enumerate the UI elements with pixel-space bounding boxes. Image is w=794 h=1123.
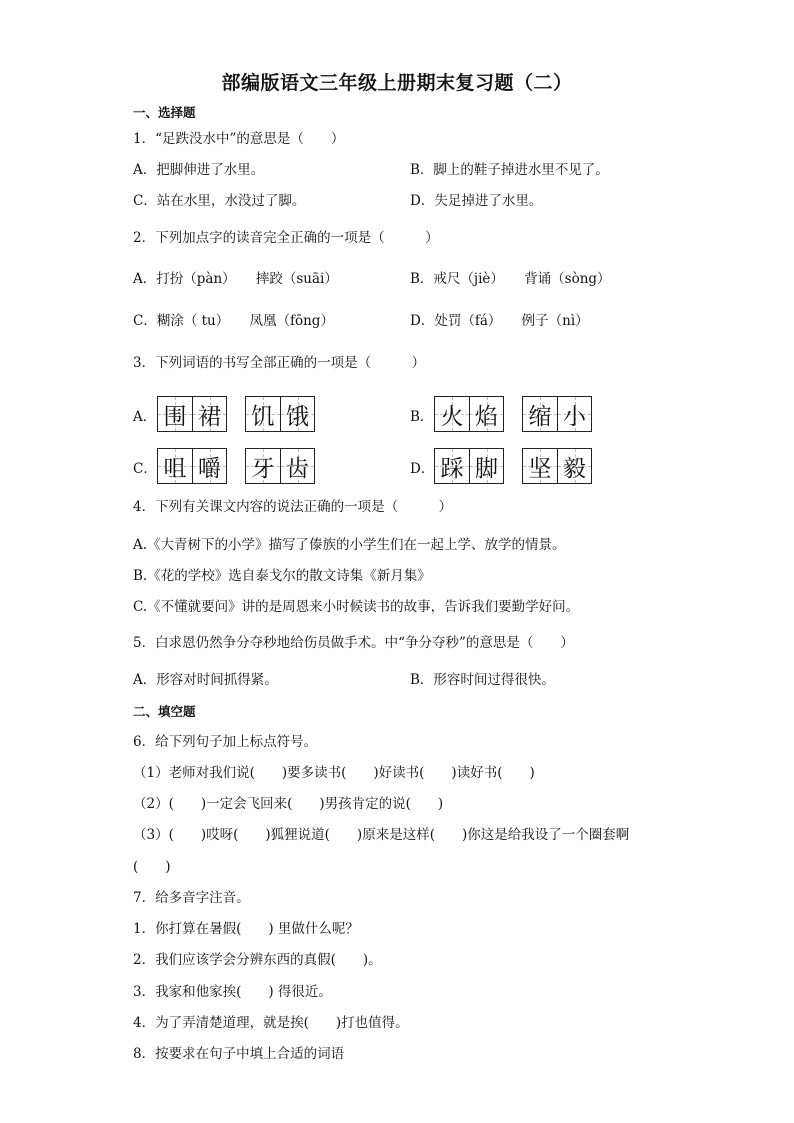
grid-cell: 缩 [523,397,557,431]
section-heading-choice: 一、选择题 [133,105,196,120]
grid-cell: 踩 [435,449,469,483]
question-7-line-1: 1．你打算在暑假( ) 里做什么呢？ [133,921,359,937]
grid-cell: 毅 [557,449,591,483]
question-6-line-1: （1）老师对我们说( )要多读书( )好读书( )读好书( ) [133,765,535,781]
grid-cell: 饥 [246,397,280,431]
word-grid-c1 [157,448,227,484]
grid-cell: 焰 [469,397,503,431]
word-grid-b1 [434,396,504,432]
question-1-stem: 1．“足跌没水中”的意思是（ ） [133,131,345,147]
question-1-option-a: A．把脚伸进了水里。 [133,162,265,178]
section-heading-fill: 二、填空题 [133,704,196,719]
grid-cell: 脚 [469,449,503,483]
question-2-option-d: D．处罚（fá） 例子（nì） [410,313,589,329]
question-5-option-a: A．形容对时间抓得紧。 [133,672,278,688]
word-grid-c2 [245,448,315,484]
question-6-line-3: （3）( )哎呀( )狐狸说道( )原来是这样( )你这是给我设了一个圈套啊 [133,827,630,843]
grid-cell: 牙 [246,449,280,483]
grid-cell: 火 [435,397,469,431]
grid-cell: 咀 [158,449,192,483]
question-1-option-b: B．脚上的鞋子掉进水里不见了。 [410,162,609,178]
question-7-line-3: 3．我家和他家挨( ) 得很近。 [133,984,332,1000]
question-3-option-a-label: A． [133,409,157,425]
question-1-option-d: D．失足掉进了水里。 [410,193,543,209]
grid-cell: 饿 [280,397,314,431]
question-2-option-a: A．打扮（pàn） 摔跤（suāi） [133,271,338,287]
grid-cell: 嚼 [192,449,226,483]
question-7-stem: 7．给多音字注音。 [133,890,250,906]
word-grid-a1 [157,396,227,432]
question-2-option-c: C．糊涂（ tu） 凤凰（fōng） [133,313,334,329]
word-grid-b2 [522,396,592,432]
question-4-option-a: A.《大青树下的小学》描写了傣族的小学生们在一起上学、放学的情景。 [133,537,566,553]
word-grid-d2 [522,448,592,484]
question-6-line-4: ( ) [133,859,171,875]
question-4-stem: 4．下列有关课文内容的说法正确的一项是（ ） [133,499,453,515]
question-3-stem: 3．下列词语的书写全部正确的一项是（ ） [133,355,426,371]
question-8-stem: 8．按要求在句子中填上合适的词语 [133,1046,345,1062]
question-2-stem: 2．下列加点字的读音完全正确的一项是（ ） [133,230,439,246]
question-5-stem: 5．白求恩仍然争分夺秒地给伤员做手术。中“争分夺秒”的意思是（ ） [133,635,574,651]
question-3-option-c-label: C． [133,461,157,477]
question-3-option-d-label: D． [410,461,435,477]
question-3-option-b-label: B． [410,409,434,425]
grid-cell: 坚 [523,449,557,483]
grid-cell: 裙 [192,397,226,431]
question-7-line-4: 4．为了弄清楚道理，就是挨( )打也值得。 [133,1015,409,1031]
question-1-option-c: C．站在水里，水没过了脚。 [133,193,306,209]
question-2-option-b: B．戒尺（jiè） 背诵（sòng） [410,271,611,287]
grid-cell: 围 [158,397,192,431]
grid-cell: 齿 [280,449,314,483]
question-4-option-c: C.《不懂就要问》讲的是周恩来小时候读书的故事，告诉我们要勤学好问。 [133,599,580,615]
grid-cell: 小 [557,397,591,431]
question-4-option-b: B.《花的学校》选自泰戈尔的散文诗集《新月集》 [133,568,431,584]
question-5-option-b: B．形容时间过得很快。 [410,672,555,688]
question-6-line-2: （2）( )一定会飞回来( )男孩肯定的说( ) [133,796,444,812]
word-grid-d1 [434,448,504,484]
question-7-line-2: 2．我们应该学会分辨东西的真假( )。 [133,952,382,968]
page-title: 部编版语文三年级上册期末复习题（二） [221,72,573,94]
word-grid-a2 [245,396,315,432]
question-6-stem: 6．给下列句子加上标点符号。 [133,734,318,750]
